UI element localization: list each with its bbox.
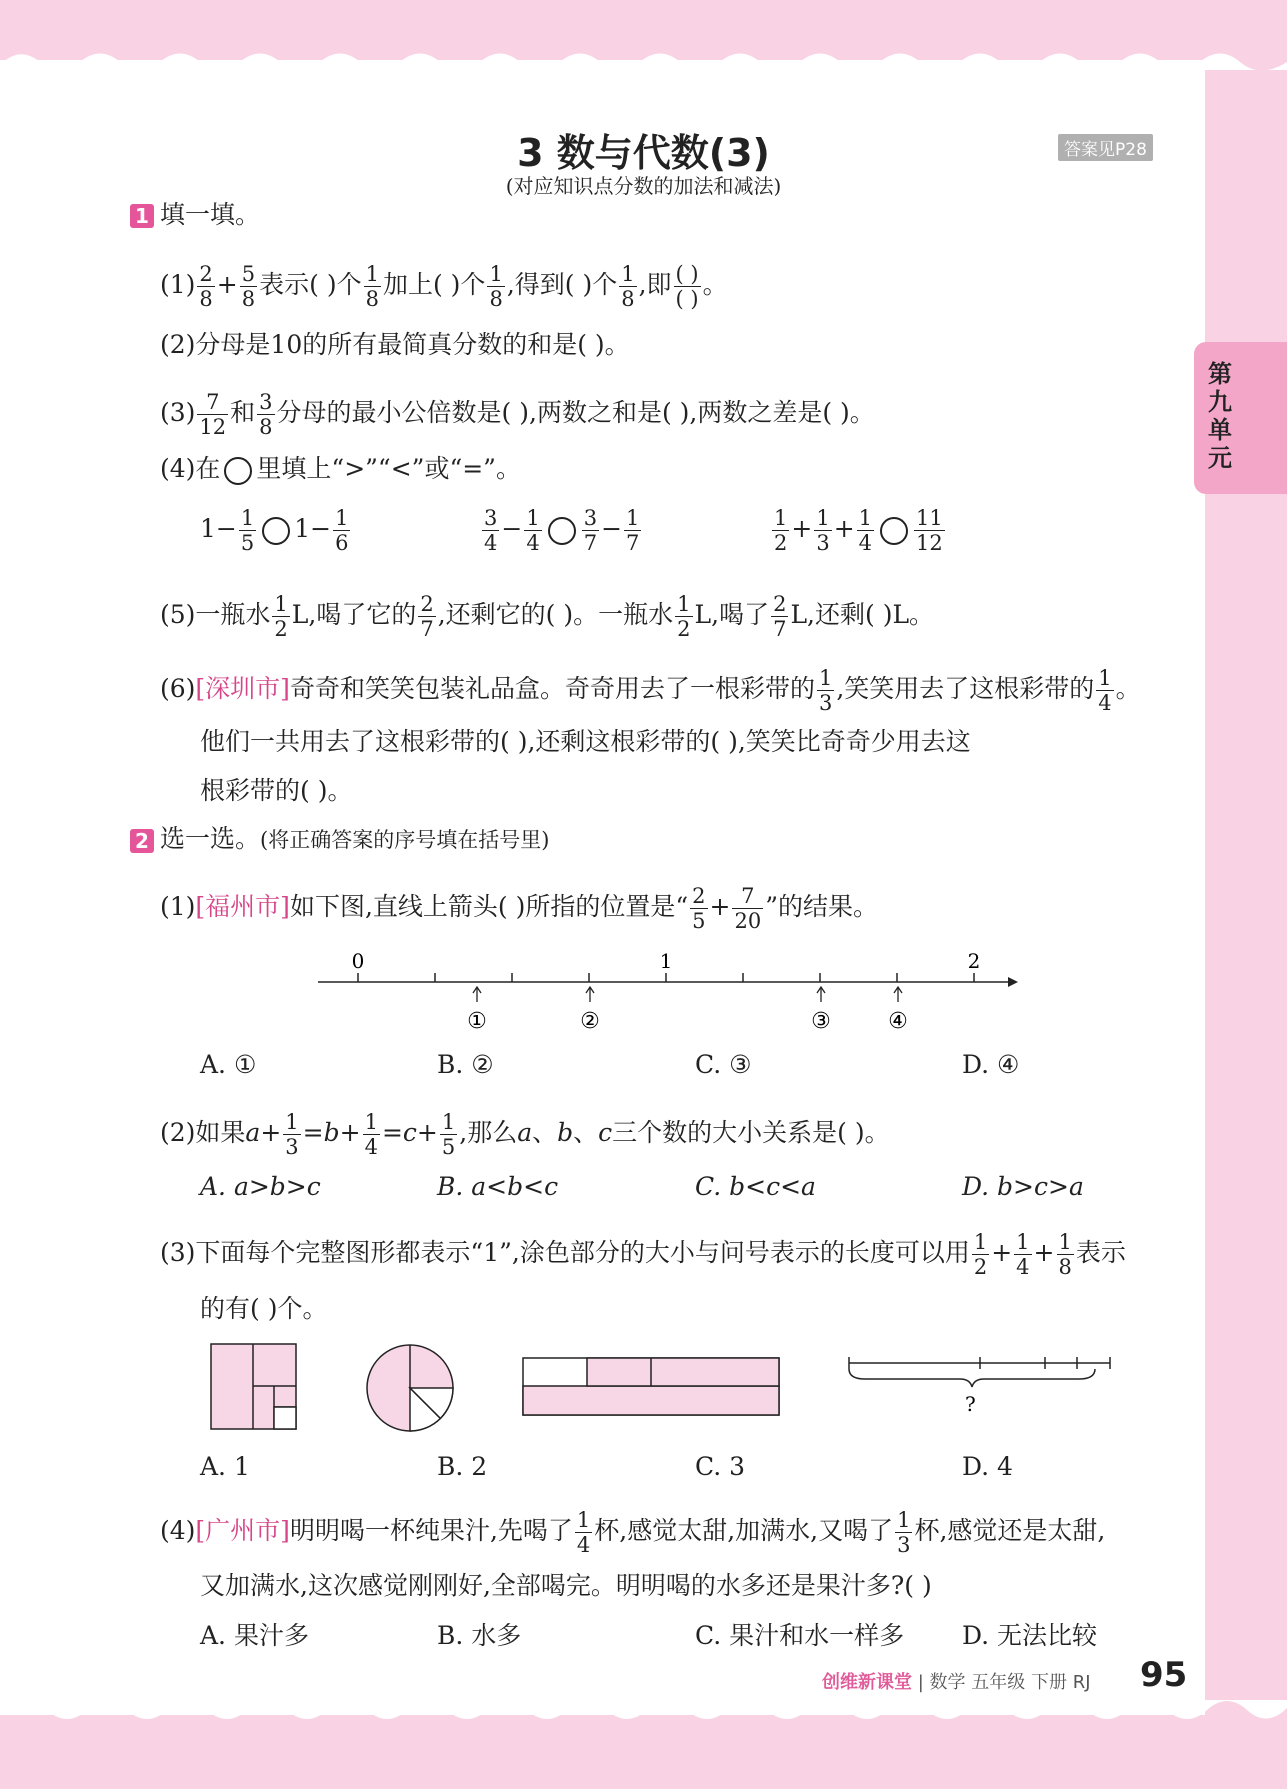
question-1-4: (4)在 里填上“>”“<”或“=”。	[160, 454, 521, 483]
section2-badge: 2	[130, 829, 154, 853]
footer-info: 数学 五年级 下册 RJ	[929, 1672, 1091, 1693]
compare-circle-input[interactable]	[880, 517, 908, 545]
option-d[interactable]: D. b>c>a	[962, 1172, 1084, 1201]
square-figure	[210, 1343, 300, 1433]
number-line-figure	[300, 940, 1030, 1040]
page-title: 3 数与代数(3)	[517, 131, 770, 175]
compare-circle-icon	[224, 457, 252, 485]
option-a[interactable]: A. 1	[200, 1452, 250, 1481]
bottom-wave-border	[0, 1700, 1287, 1730]
option-c[interactable]: C. ③	[695, 1050, 752, 1079]
question-1-6-line3: 根彩带的( )。	[200, 776, 353, 805]
question-mark-label: ?	[965, 1392, 976, 1415]
section1-title: 填一填。	[160, 200, 261, 229]
section2-heading: 2 选一选。(将正确答案的序号填在括号里)	[130, 824, 549, 855]
bar-figure	[522, 1357, 782, 1417]
city-tag: [深圳市]	[195, 674, 290, 703]
choice-2-4: (4)[广州市]明明喝一杯纯果汁,先喝了 $\frac{1}{4}$ 杯,感觉太甜,加满水,又喝了 $\frac{1}{3}$ 杯,感觉还是太甜,	[160, 1508, 1106, 1557]
segment-brace-figure	[845, 1355, 1115, 1415]
footer: 创维新课堂 | 数学 五年级 下册 RJ	[822, 1672, 1091, 1693]
option-b[interactable]: B. 水多	[437, 1621, 522, 1650]
compare-expression-3: $\frac{1}{2}$ + $\frac{1}{3}$ + $\frac{1}{4}$ $\frac{11}{12}$	[774, 506, 943, 555]
fraction: $\frac{1}{8}$	[621, 262, 635, 311]
question-1-6: (6)[深圳市]奇奇和笑笑包装礼品盒。奇奇用去了一根彩带的 $\frac{1}{3}$ ,笑笑用去了这根彩带的 $\frac{1}{4}$ 。	[160, 666, 1141, 715]
option-a[interactable]: A. a>b>c	[200, 1172, 321, 1201]
fraction: $\frac{1}{8}$	[365, 262, 379, 311]
city-tag: [福州市]	[195, 892, 290, 921]
number-line-label-0: 0	[351, 949, 365, 973]
question-1-1: (1) $\frac{2}{8}$ + $\frac{5}{8}$ 表示( )个 $\frac{1}{8}$ 加上( )个 $\frac{1}{8}$ ,得到( )个 $\frac{1}{8}$ ,即 $\frac{( )}{( )}$ 。	[160, 262, 728, 311]
compare-circle-input[interactable]	[548, 517, 576, 545]
section1-heading	[130, 200, 260, 230]
option-a[interactable]: A. ①	[200, 1050, 257, 1079]
arrow-label-4: ④	[888, 1009, 908, 1034]
arrow-label-2: ②	[580, 1009, 600, 1034]
compare-expression-2: $\frac{3}{4}$ − $\frac{1}{4}$ $\frac{3}{7}$ − $\frac{1}{7}$	[484, 506, 640, 555]
circle-figure	[365, 1343, 457, 1435]
question-1-3: (3) $\frac{7}{12}$ 和 $\frac{3}{8}$ 分母的最小公倍数是( ),两数之和是( ),两数之差是( )。	[160, 390, 875, 439]
section1-badge: 1	[130, 204, 154, 228]
fraction: $\frac{5}{8}$	[241, 262, 256, 311]
answer-fraction-blank[interactable]: $\frac{( )}{( )}$	[675, 262, 699, 311]
option-c[interactable]: C. 果汁和水一样多	[695, 1621, 905, 1650]
option-b[interactable]: B. a<b<c	[437, 1172, 559, 1201]
unit-side-tab-label: 第九单元	[1208, 360, 1232, 472]
fraction: $\frac{2}{8}$	[199, 262, 213, 311]
option-c[interactable]: C. 3	[695, 1452, 746, 1481]
question-1-2: (2)分母是10的所有最简真分数的和是( )。	[160, 330, 630, 359]
page-number: 95	[1140, 1655, 1188, 1695]
option-b[interactable]: B. ②	[437, 1050, 494, 1079]
compare-circle-input[interactable]	[262, 517, 290, 545]
option-d[interactable]: D. 4	[962, 1452, 1013, 1481]
fraction: $\frac{1}{8}$	[489, 262, 503, 311]
question-1-5: (5)一瓶水 $\frac{1}{2}$ L,喝了它的 $\frac{2}{7}$ ,还剩它的( )。一瓶水 $\frac{1}{2}$ L,喝了 $\frac{2}{7}$ L,还剩( )L。	[160, 592, 935, 641]
city-tag: [广州市]	[195, 1516, 290, 1545]
option-d[interactable]: D. ④	[962, 1050, 1020, 1079]
arrow-label-3: ③	[811, 1009, 831, 1034]
choice-2-2: (2)如果a+ $\frac{1}{3}$ =b+ $\frac{1}{4}$ =c+ $\frac{1}{5}$ ,那么a、b、c三个数的大小关系是( )。	[160, 1110, 890, 1159]
option-d[interactable]: D. 无法比较	[962, 1621, 1098, 1650]
option-a[interactable]: A. 果汁多	[200, 1621, 309, 1650]
answer-reference-badge: 答案见P28	[1058, 134, 1153, 161]
footer-brand: 创维新课堂	[822, 1672, 912, 1693]
number-line-label-1: 1	[659, 949, 673, 973]
page-subtitle: (对应知识点分数的加法和减法)	[505, 174, 782, 198]
option-b[interactable]: B. 2	[437, 1452, 488, 1481]
choice-2-3-line2: 的有( )个。	[200, 1294, 328, 1323]
option-c[interactable]: C. b<c<a	[695, 1172, 816, 1201]
number-line-label-2: 2	[967, 949, 981, 973]
fraction: $\frac{7}{12}$	[199, 390, 227, 439]
choice-2-4-line2: 又加满水,这次感觉刚刚好,全部喝完。明明喝的水多还是果汁多?( )	[200, 1571, 932, 1600]
fraction: $\frac{3}{8}$	[259, 390, 273, 439]
choice-2-3: (3)下面每个完整图形都表示“1”,涂色部分的大小与问号表示的长度可以用 $\frac{1}{2}$ + $\frac{1}{4}$ + $\frac{1}{8}$ 表示	[160, 1230, 1126, 1279]
compare-expression-1: 1− $\frac{1}{5}$ 1− $\frac{1}{6}$	[200, 506, 349, 555]
choice-2-1: (1)[福州市]如下图,直线上箭头( )所指的位置是“ $\frac{2}{5}$ + $\frac{7}{20}$ ”的结果。	[160, 884, 878, 933]
arrow-label-1: ①	[467, 1009, 487, 1034]
question-1-6-line2: 他们一共用去了这根彩带的( ),还剩这根彩带的( ),笑笑比奇奇少用去这	[200, 727, 971, 756]
